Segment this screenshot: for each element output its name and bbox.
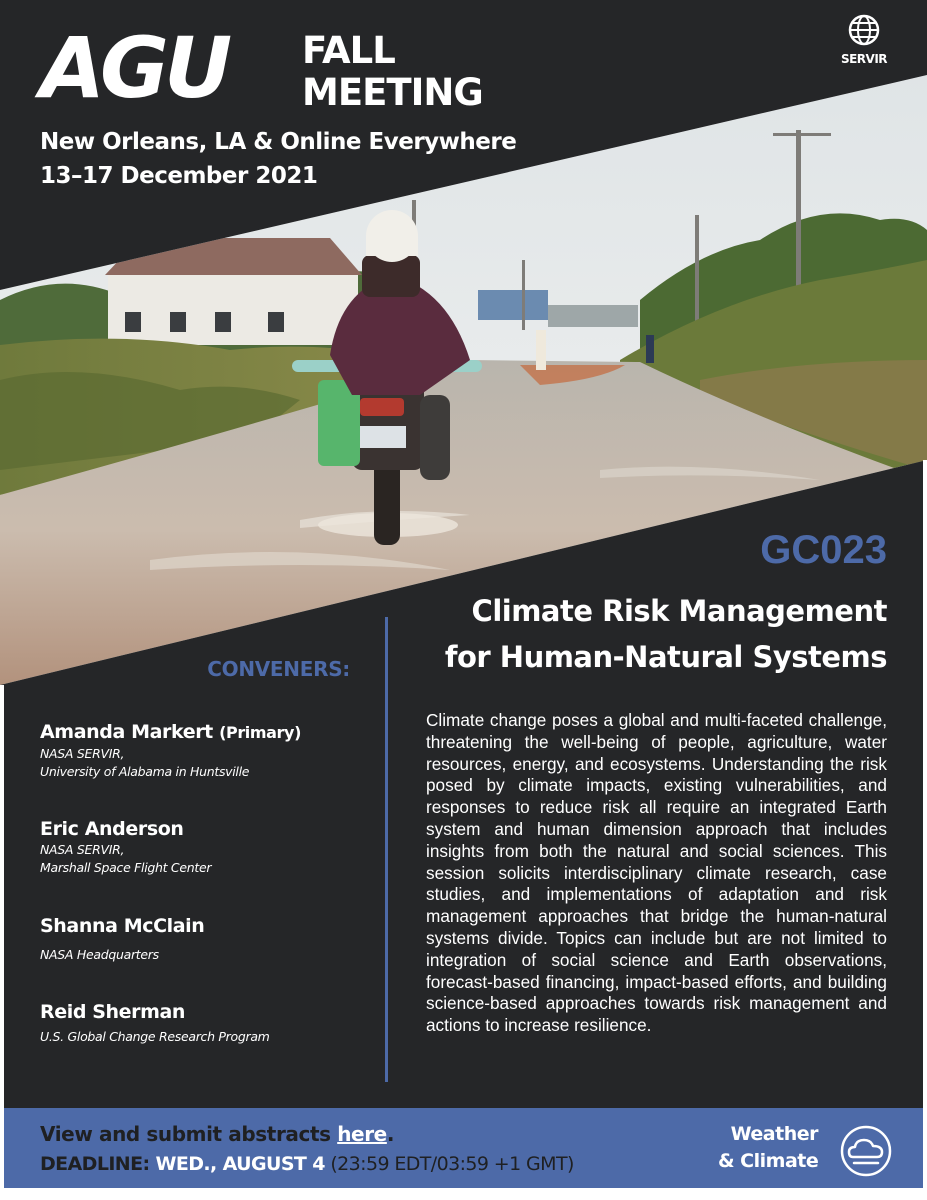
agu-logo: AGU <box>40 19 228 117</box>
cta-prefix: View and submit abstracts <box>40 1122 338 1146</box>
session-description: Climate change poses a global and multi-faceted challenge, threatening the well-being of people, agriculture, water resources, energy, and ecosystems. Understanding the risk posed by climate impacts, existing vulnerabilities, and responses to reduce risk all require an integrated Earth system and human dimension approach that includes insights from both the natural and social sciences. This session solicits interdisciplinary climate research, case studies, and implementations of adaptation and risk management approaches that bridge the human-natural systems divide. Topics can include but are not limited to integration of social science and Earth observations, forecast-based financing, impact-based efforts, and building science-based approaches towards risk management and actions to increase resilience. <box>426 710 887 1036</box>
convener-role: (Primary) <box>219 723 301 742</box>
theme-label-line2: & Climate <box>718 1150 819 1172</box>
convener-name-text: Amanda Markert <box>40 721 213 743</box>
globe-icon <box>848 14 880 46</box>
convener-affiliation: NASA SERVIR, <box>40 746 125 761</box>
convener-name: Shanna McClain <box>40 915 205 937</box>
submit-abstracts-link[interactable]: here <box>337 1122 387 1146</box>
session-title-line2: for Human-Natural Systems <box>444 640 887 674</box>
convener-affiliation: NASA SERVIR, <box>40 842 125 857</box>
meeting-name-line2: MEETING <box>302 71 483 114</box>
session-title-line1: Climate Risk Management <box>471 594 887 628</box>
deadline-text <box>40 1150 574 1178</box>
deadline-date: WED., AUGUST 4 <box>155 1153 325 1175</box>
deadline-time: (23:59 EDT/03:59 +1 GMT) <box>324 1153 574 1175</box>
servir-label: SERVIR <box>840 52 888 66</box>
convener-affiliation: U.S. Global Change Research Program <box>40 1029 270 1044</box>
convener-affiliation: Marshall Space Flight Center <box>40 860 212 875</box>
convener-4 <box>40 1000 370 1046</box>
theme-label <box>718 1121 818 1175</box>
convener-affiliation: University of Alabama in Huntsville <box>40 764 250 779</box>
meeting-name <box>302 30 483 114</box>
cta-suffix: . <box>386 1122 395 1146</box>
submit-abstracts-text <box>40 1120 394 1148</box>
session-title <box>347 588 887 680</box>
convener-1 <box>40 720 370 781</box>
meeting-location: New Orleans, LA & Online Everywhere <box>40 129 517 155</box>
convener-name: Eric Anderson <box>40 818 184 840</box>
convener-2 <box>40 817 370 877</box>
meeting-dates: 13–17 December 2021 <box>40 163 318 189</box>
theme-label-line1: Weather <box>730 1123 818 1145</box>
deadline-label: DEADLINE: <box>40 1153 156 1175</box>
convener-3 <box>40 914 370 964</box>
session-code: GC023 <box>760 528 887 572</box>
conveners-heading: CONVENERS: <box>207 657 350 681</box>
convener-name <box>40 720 370 745</box>
convener-affiliation: NASA Headquarters <box>40 947 159 962</box>
cloud-icon <box>840 1125 892 1177</box>
column-divider <box>385 617 388 1082</box>
convener-name: Reid Sherman <box>40 1001 186 1023</box>
servir-logo <box>824 14 904 66</box>
meeting-name-line1: FALL <box>302 29 395 72</box>
